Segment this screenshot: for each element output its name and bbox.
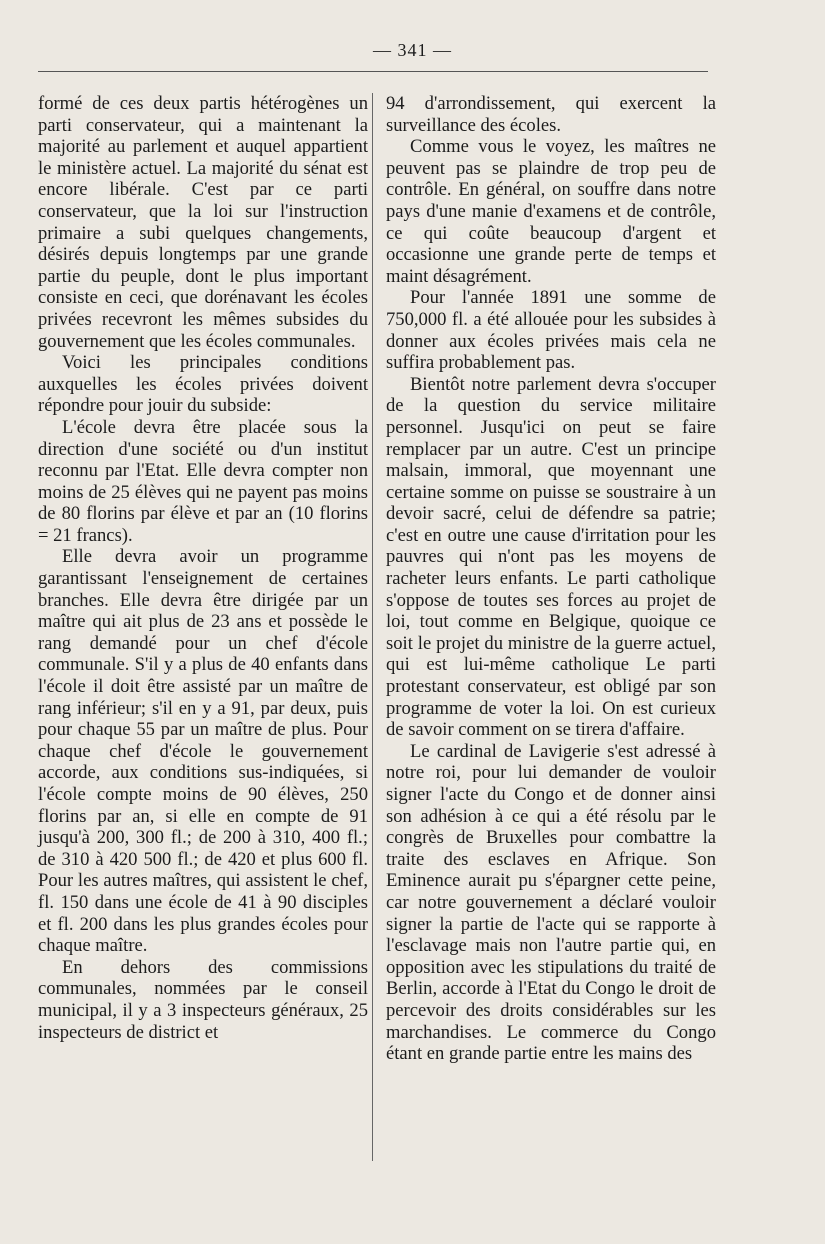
paragraph: En dehors des commissions communales, nommées par le conseil municipal, il y a 3 inspecteurs généraux, 25 inspecteurs de district et — [38, 956, 368, 1043]
paragraph: formé de ces deux partis hétérogènes un parti conservateur, qui a maintenant la majorité au parlement et auquel appartient le ministère actuel. La majorité du sénat est encore libérale. C'est par ce parti conservateur, que la loi sur l'instruction primaire a subi quelques changements, désirés depuis longtemps par une grande partie du peuple, dont le plus important consiste en ceci, que dorénavant les écoles privées recevront les mêmes subsides du gouvernement que les écoles communales. — [38, 93, 368, 352]
header-rule — [38, 71, 708, 72]
page-number: — 341 — — [373, 40, 452, 60]
paragraph: 94 d'arrondissement, qui exercent la surveillance des écoles. — [386, 93, 716, 136]
paragraph: Comme vous le voyez, les maîtres ne peuvent pas se plaindre de trop peu de contrôle. En général, on souffre dans notre pays d'une manie d'examens et de contrôle, ce qui coûte beaucoup d'argent et occasionne une grande perte de temps et maint désagrément. — [386, 136, 716, 287]
paragraph: Pour l'année 1891 une somme de 750,000 fl. a été allouée pour les subsides à donner aux écoles privées mais cela ne suffira probablement pas. — [386, 287, 716, 374]
right-column — [386, 93, 716, 1065]
column-divider — [372, 93, 373, 1161]
paragraph: Elle devra avoir un programme garantissant l'enseignement de certaines branches. Elle devra être dirigée par un maître qui ait plus de 23 ans et possède le rang demandé pour un chef d'école communale. S'il y a plus de 40 enfants dans l'école il doit être assisté par un maître de rang inférieur; s'il en y a 91, par deux, puis pour chaque 55 par un maître de plus. Pour chaque chef d'école le gouvernement accorde, aux conditions sus-indiquées, si l'école compte moins de 90 élèves, 250 florins par an, si elle en compte de 91 jusqu'à 200, 300 fl.; de 200 à 310, 400 fl.; de 310 à 420 500 fl.; de 420 et plus 600 fl. Pour les autres maîtres, qui assistent le chef, fl. 150 dans une école de 41 à 90 disciples et fl. 200 dans les plus grandes écoles pour chaque maître. — [38, 546, 368, 957]
paragraph: Voici les principales conditions auxquelles les écoles privées doivent répondre pour jouir du subside: — [38, 352, 368, 417]
paragraph: Bientôt notre parlement devra s'occuper de la question du service militaire personnel. Jusqu'ici on peut se faire remplacer par un autre. C'est un principe malsain, immoral, que moyennant une certaine somme on puisse se soustraire à un devoir sacré, celui de défendre sa patrie; c'est en outre une cause d'irritation pour les pauvres qui n'ont pas les moyens de racheter leurs enfants. Le parti catholique s'oppose de toutes ses forces au projet de loi, tout comme en Belgique, quoique ce soit le projet du ministre de la guerre actuel, qui est lui-même catholique Le parti protestant conservateur, est obligé par son programme de voter la loi. On est curieux de savoir comment on se tirera d'affaire. — [386, 373, 716, 741]
paragraph: Le cardinal de Lavigerie s'est adressé à notre roi, pour lui demander de vouloir signer l'acte du Congo et de donner ainsi son adhésion à ce qui a été résolu par le congrès de Bruxelles pour combattre la traite des esclaves en Afrique. Son Eminence aurait pu s'épargner cette peine, car notre gouvernement a déclaré vouloir signer la partie de l'acte qui se rapporte à l'esclavage mais non l'autre partie qui, en opposition avec les stipulations du traité de Berlin, accorde à l'Etat du Congo le droit de percevoir des droits considérables sur les marchandises. Le commerce du Congo étant en grande partie entre les mains des — [386, 740, 716, 1065]
paragraph: L'école devra être placée sous la direction d'une société ou d'un institut reconnu par l'Etat. Elle devra compter non moins de 25 élèves qui ne payent pas moins de 80 florins par élève et par an (10 florins = 21 francs). — [38, 416, 368, 546]
left-column — [38, 93, 368, 1043]
